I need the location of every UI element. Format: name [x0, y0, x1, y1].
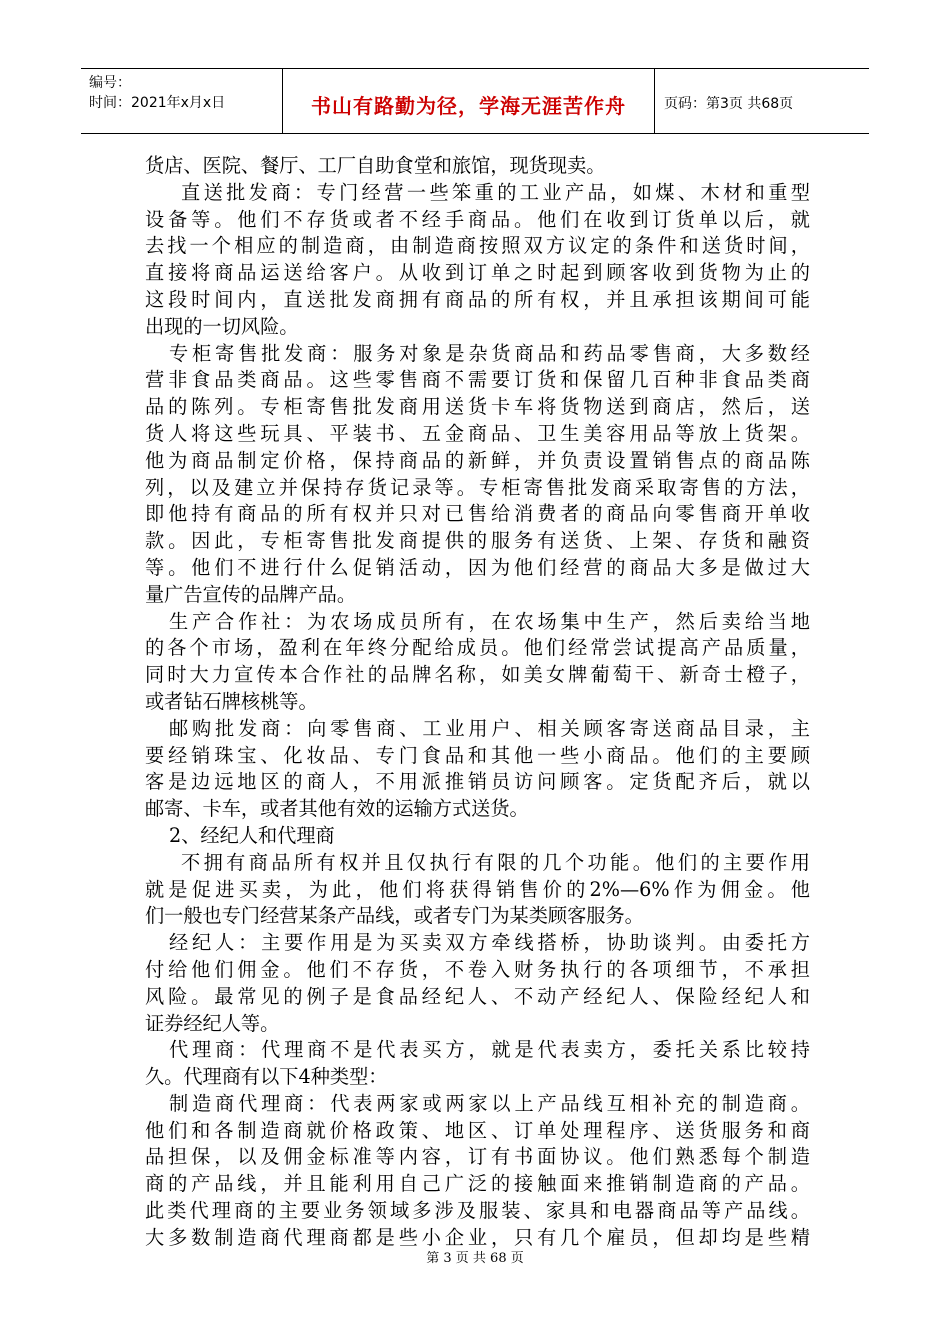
- text-line: 同时大力宣传本合作社的品牌名称，如美女牌葡萄干、新奇士橙子，: [145, 663, 810, 687]
- header-page-info: 页码：第3页 共68页: [664, 96, 794, 112]
- header-motto: 书山有路勤为径，学海无涯苦作舟: [311, 93, 626, 118]
- text-line: 制造商代理商：代表两家或两家以上产品线互相补充的制造商。: [169, 1091, 810, 1115]
- text-line: 此类代理商的主要业务领域多涉及服装、家具和电器商品等产品线。: [145, 1199, 810, 1223]
- header-page-cell: [655, 69, 869, 133]
- text-line: 2、经纪人和代理商: [169, 823, 335, 847]
- text-line: 证券经纪人等。: [145, 1011, 280, 1035]
- text-line: 货人将这些玩具、平装书、五金商品、卫生美容用品等放上货架。: [145, 421, 810, 445]
- text-line: 的各个市场，盈利在年终分配给成员。他们经常尝试提高产品质量，: [145, 636, 810, 660]
- text-line: 客是边远地区的商人，不用派推销员访问顾客。定货配齐后，就以: [145, 770, 810, 794]
- text-line: 专柜寄售批发商：服务对象是杂货商品和药品零售商，大多数经: [169, 341, 810, 365]
- text-line: 付给他们佣金。他们不存货，不卷入财务执行的各项细节，不承担: [145, 957, 810, 981]
- text-line: 要经销珠宝、化妆品、专门食品和其他一些小商品。他们的主要顾: [145, 743, 810, 767]
- text-line: 大多数制造商代理商都是些小企业，只有几个雇员，但却均是些精: [145, 1225, 810, 1249]
- text-line: 他们和各制造商就价格政策、地区、订单处理程序、送货服务和商: [145, 1118, 810, 1142]
- text-line: 等。他们不进行什么促销活动，因为他们经营的商品大多是做过大: [145, 555, 810, 579]
- text-line: 列，以及建立并保持存货记录等。专柜寄售批发商采取寄售的方法，: [145, 475, 810, 499]
- text-line: 款。因此，专柜寄售批发商提供的服务有送货、上架、存货和融资: [145, 529, 810, 553]
- text-line: 邮寄、卡车，或者其他有效的运输方式送货。: [145, 797, 529, 821]
- text-line: 经纪人：主要作用是为买卖双方牵线搭桥，协助谈判。由委托方: [169, 931, 810, 955]
- page-footer: [0, 1247, 950, 1266]
- text-line: 品的陈列。专柜寄售批发商用送货卡车将货物送到商店，然后，送: [145, 395, 810, 419]
- text-line: 他为商品制定价格，保持商品的新鲜，并负责设置销售点的商品陈: [145, 448, 810, 472]
- text-line: 或者钻石牌核桃等。: [145, 689, 318, 713]
- text-line: 货店、医院、餐厅、工厂自助食堂和旅馆，现货现卖。: [145, 154, 606, 177]
- text-line: 品担保，以及佣金标准等内容，订有书面协议。他们熟悉每个制造: [145, 1145, 810, 1169]
- doc-number-label: 编号：: [89, 75, 131, 91]
- footer-page-number: 第 3 页 共 68 页: [426, 1251, 524, 1266]
- text-line: 就是促进买卖，为此，他们将获得销售价的2%—6%作为佣金。他: [145, 877, 810, 901]
- text-line: 营非食品类商品。这些零售商不需要订货和保留几百种非食品类商: [145, 368, 810, 392]
- text-line: 风险。最常见的例子是食品经纪人、不动产经纪人、保险经纪人和: [145, 984, 810, 1008]
- page-header: [81, 68, 869, 134]
- text-line: 邮购批发商：向零售商、工业用户、相关顾客寄送商品目录，主: [169, 716, 810, 740]
- text-line: 直送批发商：专门经营一些笨重的工业产品，如煤、木材和重型: [181, 180, 810, 204]
- text-line: 久。代理商有以下4种类型：: [145, 1065, 388, 1089]
- text-line: 去找一个相应的制造商，由制造商按照双方议定的条件和送货时间，: [145, 234, 810, 258]
- text-line: 这段时间内，直送批发商拥有商品的所有权，并且承担该期间可能: [145, 287, 810, 311]
- text-line: 们一般也专门经营某条产品线，或者专门为某类顾客服务。: [145, 904, 644, 928]
- date-line: 时间：2021年x月x日: [89, 95, 226, 111]
- text-line: 不拥有商品所有权并且仅执行有限的几个功能。他们的主要作用: [181, 850, 810, 874]
- text-line: 生产合作社：为农场成员所有，在农场集中生产，然后卖给当地: [169, 609, 810, 633]
- text-line: 代理商：代理商不是代表买方，就是代表卖方，委托关系比较持: [169, 1038, 810, 1062]
- text-line: 即他持有商品的所有权并只对已售给消费者的商品向零售商开单收: [145, 502, 810, 526]
- text-line: 直接将商品运送给客户。从收到订单之时起到顾客收到货物为止的: [145, 261, 810, 285]
- text-line: 量广告宣传的品牌产品。: [145, 582, 357, 606]
- text-line: 商的产品线，并且能利用自己广泛的接触面来推销制造商的产品。: [145, 1172, 810, 1196]
- header-meta-cell: [81, 69, 283, 133]
- header-motto-cell: [283, 69, 655, 133]
- text-line: 设备等。他们不存货或者不经手商品。他们在收到订货单以后，就: [145, 207, 810, 231]
- document-body: [145, 153, 810, 1252]
- text-line: 出现的一切风险。: [145, 314, 299, 338]
